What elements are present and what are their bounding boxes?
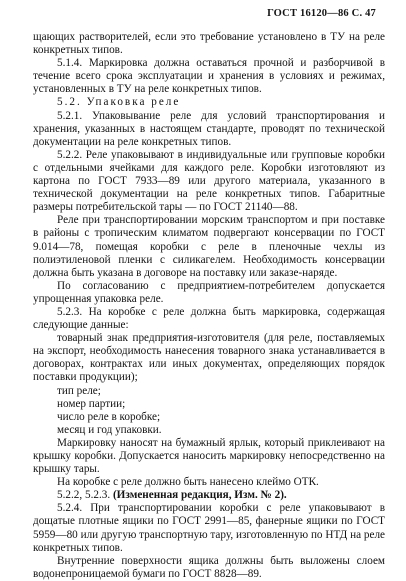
paragraph-5-1-4: 5.1.4. Маркировка должна оставаться прочной и разборчивой в течение всего срока эксплуатации и хранения в условиях и режимах, установленных в ТУ на реле конкретных типов.	[33, 57, 385, 96]
list-item: тип реле;	[57, 384, 101, 397]
paragraph-5-2-4: 5.2.4. При транспортировании коробки с реле упаковывают в дощатые плотные ящики по ГОСТ 2991—85, фанерные ящики по ГОСТ 5959—80 или другую транспортную тару, изготовленную по НТД на реле конкретных типов.	[33, 502, 385, 554]
page-header: ГОСТ 16120—86 С. 47	[267, 8, 376, 19]
paragraph-sea-transport: Реле при транспортировании морским транспортом и при поставке в районы с тропическим климатом подвергают консервации по ГОСТ 9.014—78, помещая коробки с реле в пленочные чехлы из полиэтиленовой пленки с силикагелем. Необходимость консервации должна быть указана в договоре на поставку или заказе-наряде.	[33, 214, 385, 279]
marking-data-list	[33, 332, 385, 437]
paragraph-5-2-1: 5.2.1. Упаковывание реле для условий транспортирования и хранения, указанных в настоящем стандарте, проводят по технической документации на реле конкретных типов.	[33, 109, 385, 148]
document-body	[33, 31, 385, 581]
list-item: товарный знак предприятия-изготовителя (для реле, поставляемых на экспорт, необходимость нанесения товарного знака устанавливается в договорах, контрактах или иных документах, определяющих порядок поставки продукции);	[33, 332, 385, 384]
revision-label: (Измененная редакция, Изм. № 2).	[112, 489, 287, 502]
paragraph-simplified-packing: По согласованию с предприятием-потребителем допускается упрощенная упаковка реле.	[33, 279, 385, 305]
section-heading-5-2: 5.2. Упаковка реле	[57, 96, 181, 109]
paragraph-inner-surfaces: Внутренние поверхности ящика должны быть выложены слоем водонепроницаемой бумаги по ГОСТ 8828—89.	[33, 554, 385, 580]
paragraph-5-2-2: 5.2.2. Реле упаковывают в индивидуальные или групповые коробки с отдельными ячейками для каждого реле. Коробки изготовляют из картона по ГОСТ 7933—89 или другого материала, указанного в технической документации на реле конкретных типов. Габаритные размеры потребительской тары — по ГОСТ 21140—88.	[33, 148, 385, 214]
revision-clauses: 5.2.2, 5.2.3.	[57, 489, 111, 502]
list-item: месяц и год упаковки.	[57, 423, 162, 436]
paragraph-revision-note	[33, 489, 385, 502]
list-item: число реле в коробке;	[57, 410, 161, 423]
paragraph-continuation: щающих растворителей, если это требование установлено в ТУ на реле конкретных типов.	[33, 31, 385, 57]
paragraph-5-2-3: 5.2.3. На коробке с реле должна быть маркировка, содержащая следующие данные:	[33, 305, 385, 332]
paragraph-label-marking: Маркировку наносят на бумажный ярлык, который приклеивают на крышку коробки. Допускается наносить маркировку непосредственно на крышку тары.	[33, 436, 385, 476]
list-item: номер партии;	[57, 397, 126, 410]
paragraph-otk-stamp: На коробке с реле должно быть нанесено клеймо ОТК.	[57, 476, 319, 489]
